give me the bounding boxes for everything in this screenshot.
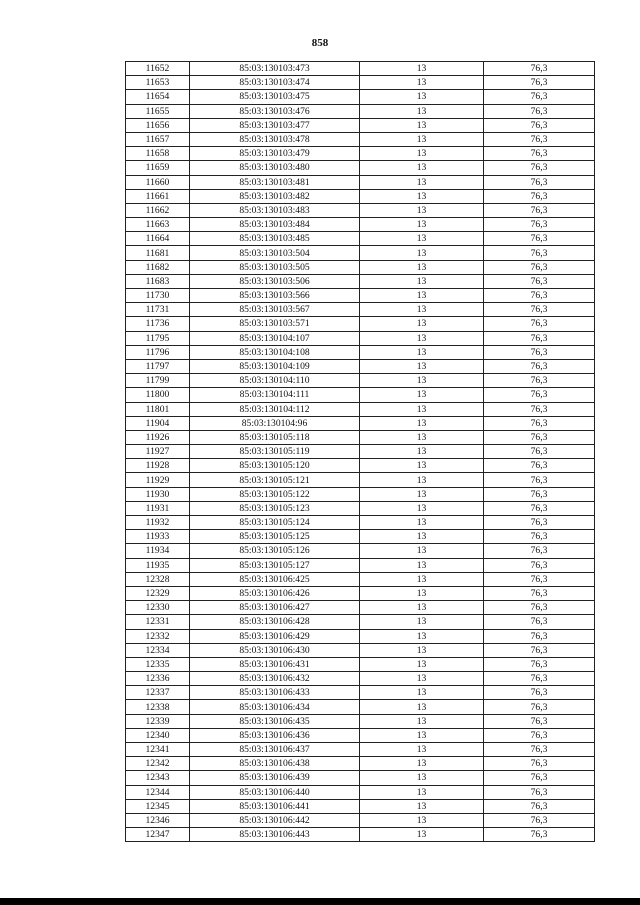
table-row [126, 714, 595, 728]
cadastral-number-cell: 85:03:130103:567 [190, 303, 360, 317]
table-row [126, 558, 595, 572]
count-cell: 13 [360, 147, 484, 161]
count-cell: 13 [360, 487, 484, 501]
cadastral-number-cell: 85:03:130104:111 [190, 388, 360, 402]
area-cell: 76,3 [484, 232, 595, 246]
row-number-cell: 11904 [126, 416, 190, 430]
cadastral-number-cell: 85:03:130106:434 [190, 700, 360, 714]
row-number-cell: 12337 [126, 686, 190, 700]
area-cell: 76,3 [484, 714, 595, 728]
row-number-cell: 11930 [126, 487, 190, 501]
area-cell: 76,3 [484, 558, 595, 572]
count-cell: 13 [360, 218, 484, 232]
cadastral-number-cell: 85:03:130104:109 [190, 359, 360, 373]
cadastral-number-cell: 85:03:130105:123 [190, 501, 360, 515]
cadastral-number-cell: 85:03:130103:476 [190, 104, 360, 118]
row-number-cell: 11652 [126, 62, 190, 76]
row-number-cell: 11928 [126, 459, 190, 473]
row-number-cell: 12336 [126, 672, 190, 686]
count-cell: 13 [360, 430, 484, 444]
row-number-cell: 12347 [126, 828, 190, 842]
table-row [126, 303, 595, 317]
table-row [126, 331, 595, 345]
table-row [126, 62, 595, 76]
cadastral-number-cell: 85:03:130106:433 [190, 686, 360, 700]
row-number-cell: 11935 [126, 558, 190, 572]
count-cell: 13 [360, 317, 484, 331]
cadastral-number-cell: 85:03:130106:426 [190, 586, 360, 600]
table-row [126, 175, 595, 189]
row-number-cell: 11932 [126, 516, 190, 530]
row-number-cell: 11662 [126, 203, 190, 217]
table-row [126, 218, 595, 232]
row-number-cell: 11797 [126, 359, 190, 373]
count-cell: 13 [360, 76, 484, 90]
count-cell: 13 [360, 104, 484, 118]
count-cell: 13 [360, 771, 484, 785]
row-number-cell: 11929 [126, 473, 190, 487]
cadastral-number-cell: 85:03:130105:127 [190, 558, 360, 572]
row-number-cell: 12329 [126, 586, 190, 600]
cadastral-number-cell: 85:03:130106:441 [190, 799, 360, 813]
cadastral-number-cell: 85:03:130106:427 [190, 601, 360, 615]
count-cell: 13 [360, 516, 484, 530]
area-cell: 76,3 [484, 799, 595, 813]
area-cell: 76,3 [484, 813, 595, 827]
area-cell: 76,3 [484, 104, 595, 118]
cadastral-number-cell: 85:03:130103:482 [190, 189, 360, 203]
area-cell: 76,3 [484, 700, 595, 714]
cadastral-number-cell: 85:03:130106:440 [190, 785, 360, 799]
area-cell: 76,3 [484, 260, 595, 274]
table-row [126, 586, 595, 600]
area-cell: 76,3 [484, 501, 595, 515]
table-row [126, 487, 595, 501]
area-cell: 76,3 [484, 657, 595, 671]
table-row [126, 643, 595, 657]
row-number-cell: 12346 [126, 813, 190, 827]
cadastral-number-cell: 85:03:130106:436 [190, 728, 360, 742]
table-row [126, 544, 595, 558]
cadastral-number-cell: 85:03:130103:479 [190, 147, 360, 161]
area-cell: 76,3 [484, 672, 595, 686]
cadastral-number-cell: 85:03:130106:443 [190, 828, 360, 842]
cadastral-number-cell: 85:03:130106:439 [190, 771, 360, 785]
area-cell: 76,3 [484, 530, 595, 544]
table-row [126, 828, 595, 842]
area-cell: 76,3 [484, 317, 595, 331]
row-number-cell: 12341 [126, 743, 190, 757]
cadastral-number-cell: 85:03:130106:430 [190, 643, 360, 657]
cadastral-number-cell: 85:03:130105:119 [190, 445, 360, 459]
area-cell: 76,3 [484, 359, 595, 373]
area-cell: 76,3 [484, 161, 595, 175]
table-row [126, 317, 595, 331]
table-row [126, 445, 595, 459]
table-row [126, 232, 595, 246]
area-cell: 76,3 [484, 586, 595, 600]
count-cell: 13 [360, 586, 484, 600]
area-cell: 76,3 [484, 757, 595, 771]
table-row [126, 246, 595, 260]
registry-table [125, 61, 595, 842]
count-cell: 13 [360, 530, 484, 544]
cadastral-number-cell: 85:03:130106:437 [190, 743, 360, 757]
count-cell: 13 [360, 260, 484, 274]
row-number-cell: 11663 [126, 218, 190, 232]
count-cell: 13 [360, 132, 484, 146]
count-cell: 13 [360, 714, 484, 728]
area-cell: 76,3 [484, 459, 595, 473]
count-cell: 13 [360, 402, 484, 416]
table-row [126, 700, 595, 714]
count-cell: 13 [360, 601, 484, 615]
area-cell: 76,3 [484, 147, 595, 161]
area-cell: 76,3 [484, 331, 595, 345]
table-row [126, 260, 595, 274]
table-row [126, 473, 595, 487]
table-row [126, 501, 595, 515]
count-cell: 13 [360, 416, 484, 430]
area-cell: 76,3 [484, 402, 595, 416]
cadastral-number-cell: 85:03:130104:107 [190, 331, 360, 345]
cadastral-number-cell: 85:03:130106:442 [190, 813, 360, 827]
row-number-cell: 11659 [126, 161, 190, 175]
cadastral-number-cell: 85:03:130106:438 [190, 757, 360, 771]
count-cell: 13 [360, 629, 484, 643]
cadastral-number-cell: 85:03:130104:110 [190, 374, 360, 388]
row-number-cell: 12344 [126, 785, 190, 799]
row-number-cell: 12340 [126, 728, 190, 742]
cadastral-number-cell: 85:03:130106:435 [190, 714, 360, 728]
area-cell: 76,3 [484, 62, 595, 76]
table-row [126, 76, 595, 90]
table-row [126, 189, 595, 203]
area-cell: 76,3 [484, 572, 595, 586]
area-cell: 76,3 [484, 76, 595, 90]
count-cell: 13 [360, 799, 484, 813]
count-cell: 13 [360, 743, 484, 757]
area-cell: 76,3 [484, 743, 595, 757]
row-number-cell: 11682 [126, 260, 190, 274]
count-cell: 13 [360, 345, 484, 359]
row-number-cell: 11661 [126, 189, 190, 203]
cadastral-number-cell: 85:03:130103:483 [190, 203, 360, 217]
table-row [126, 345, 595, 359]
area-cell: 76,3 [484, 118, 595, 132]
count-cell: 13 [360, 657, 484, 671]
cadastral-number-cell: 85:03:130103:481 [190, 175, 360, 189]
count-cell: 13 [360, 118, 484, 132]
row-number-cell: 11681 [126, 246, 190, 260]
table-row [126, 359, 595, 373]
count-cell: 13 [360, 90, 484, 104]
table-row [126, 530, 595, 544]
row-number-cell: 12343 [126, 771, 190, 785]
count-cell: 13 [360, 686, 484, 700]
count-cell: 13 [360, 331, 484, 345]
area-cell: 76,3 [484, 132, 595, 146]
table-row [126, 672, 595, 686]
area-cell: 76,3 [484, 289, 595, 303]
cadastral-number-cell: 85:03:130105:122 [190, 487, 360, 501]
table-row [126, 132, 595, 146]
cadastral-number-cell: 85:03:130103:566 [190, 289, 360, 303]
cadastral-number-cell: 85:03:130103:473 [190, 62, 360, 76]
row-number-cell: 11931 [126, 501, 190, 515]
row-number-cell: 11795 [126, 331, 190, 345]
row-number-cell: 12345 [126, 799, 190, 813]
cadastral-number-cell: 85:03:130106:431 [190, 657, 360, 671]
table-row [126, 388, 595, 402]
cadastral-number-cell: 85:03:130105:118 [190, 430, 360, 444]
count-cell: 13 [360, 813, 484, 827]
cadastral-number-cell: 85:03:130105:124 [190, 516, 360, 530]
count-cell: 13 [360, 246, 484, 260]
cadastral-number-cell: 85:03:130103:480 [190, 161, 360, 175]
count-cell: 13 [360, 203, 484, 217]
count-cell: 13 [360, 62, 484, 76]
row-number-cell: 11660 [126, 175, 190, 189]
table-row [126, 657, 595, 671]
cadastral-number-cell: 85:03:130103:571 [190, 317, 360, 331]
cadastral-number-cell: 85:03:130103:477 [190, 118, 360, 132]
count-cell: 13 [360, 700, 484, 714]
table-row [126, 203, 595, 217]
cadastral-number-cell: 85:03:130105:126 [190, 544, 360, 558]
count-cell: 13 [360, 473, 484, 487]
cadastral-number-cell: 85:03:130103:478 [190, 132, 360, 146]
table-row [126, 416, 595, 430]
row-number-cell: 11653 [126, 76, 190, 90]
area-cell: 76,3 [484, 274, 595, 288]
area-cell: 76,3 [484, 728, 595, 742]
cadastral-number-cell: 85:03:130104:112 [190, 402, 360, 416]
area-cell: 76,3 [484, 445, 595, 459]
table-row [126, 728, 595, 742]
area-cell: 76,3 [484, 629, 595, 643]
row-number-cell: 12334 [126, 643, 190, 657]
row-number-cell: 11683 [126, 274, 190, 288]
cadastral-number-cell: 85:03:130103:474 [190, 76, 360, 90]
count-cell: 13 [360, 558, 484, 572]
area-cell: 76,3 [484, 473, 595, 487]
count-cell: 13 [360, 728, 484, 742]
registry-table-body [126, 62, 595, 842]
count-cell: 13 [360, 374, 484, 388]
row-number-cell: 11656 [126, 118, 190, 132]
count-cell: 13 [360, 672, 484, 686]
count-cell: 13 [360, 757, 484, 771]
cadastral-number-cell: 85:03:130105:120 [190, 459, 360, 473]
cadastral-number-cell: 85:03:130106:429 [190, 629, 360, 643]
area-cell: 76,3 [484, 175, 595, 189]
count-cell: 13 [360, 615, 484, 629]
count-cell: 13 [360, 388, 484, 402]
row-number-cell: 11934 [126, 544, 190, 558]
table-row [126, 629, 595, 643]
row-number-cell: 11933 [126, 530, 190, 544]
table-row [126, 274, 595, 288]
row-number-cell: 11731 [126, 303, 190, 317]
cadastral-number-cell: 85:03:130103:504 [190, 246, 360, 260]
area-cell: 76,3 [484, 516, 595, 530]
area-cell: 76,3 [484, 203, 595, 217]
area-cell: 76,3 [484, 544, 595, 558]
cadastral-number-cell: 85:03:130105:121 [190, 473, 360, 487]
table-row [126, 430, 595, 444]
count-cell: 13 [360, 274, 484, 288]
row-number-cell: 11800 [126, 388, 190, 402]
count-cell: 13 [360, 359, 484, 373]
table-row [126, 90, 595, 104]
cadastral-number-cell: 85:03:130104:96 [190, 416, 360, 430]
row-number-cell: 11736 [126, 317, 190, 331]
cadastral-number-cell: 85:03:130104:108 [190, 345, 360, 359]
row-number-cell: 11655 [126, 104, 190, 118]
area-cell: 76,3 [484, 345, 595, 359]
row-number-cell: 11654 [126, 90, 190, 104]
cadastral-number-cell: 85:03:130106:425 [190, 572, 360, 586]
row-number-cell: 11926 [126, 430, 190, 444]
table-row [126, 757, 595, 771]
count-cell: 13 [360, 572, 484, 586]
area-cell: 76,3 [484, 374, 595, 388]
row-number-cell: 11801 [126, 402, 190, 416]
row-number-cell: 12342 [126, 757, 190, 771]
table-row [126, 686, 595, 700]
area-cell: 76,3 [484, 218, 595, 232]
scan-bottom-edge [0, 898, 640, 905]
count-cell: 13 [360, 785, 484, 799]
table-row [126, 374, 595, 388]
table-row [126, 516, 595, 530]
area-cell: 76,3 [484, 303, 595, 317]
area-cell: 76,3 [484, 430, 595, 444]
cadastral-number-cell: 85:03:130106:432 [190, 672, 360, 686]
table-row [126, 799, 595, 813]
count-cell: 13 [360, 289, 484, 303]
area-cell: 76,3 [484, 643, 595, 657]
area-cell: 76,3 [484, 388, 595, 402]
count-cell: 13 [360, 175, 484, 189]
table-row [126, 118, 595, 132]
area-cell: 76,3 [484, 189, 595, 203]
row-number-cell: 11927 [126, 445, 190, 459]
count-cell: 13 [360, 544, 484, 558]
cadastral-number-cell: 85:03:130106:428 [190, 615, 360, 629]
row-number-cell: 11799 [126, 374, 190, 388]
table-row [126, 785, 595, 799]
count-cell: 13 [360, 303, 484, 317]
table-row [126, 743, 595, 757]
row-number-cell: 12328 [126, 572, 190, 586]
area-cell: 76,3 [484, 686, 595, 700]
area-cell: 76,3 [484, 90, 595, 104]
row-number-cell: 12332 [126, 629, 190, 643]
row-number-cell: 12330 [126, 601, 190, 615]
table-row [126, 459, 595, 473]
row-number-cell: 11664 [126, 232, 190, 246]
count-cell: 13 [360, 161, 484, 175]
area-cell: 76,3 [484, 246, 595, 260]
cadastral-number-cell: 85:03:130103:506 [190, 274, 360, 288]
row-number-cell: 12338 [126, 700, 190, 714]
area-cell: 76,3 [484, 785, 595, 799]
area-cell: 76,3 [484, 828, 595, 842]
area-cell: 76,3 [484, 615, 595, 629]
area-cell: 76,3 [484, 601, 595, 615]
table-row [126, 104, 595, 118]
cadastral-number-cell: 85:03:130103:505 [190, 260, 360, 274]
cadastral-number-cell: 85:03:130103:484 [190, 218, 360, 232]
row-number-cell: 11730 [126, 289, 190, 303]
row-number-cell: 11657 [126, 132, 190, 146]
table-row [126, 771, 595, 785]
cadastral-number-cell: 85:03:130105:125 [190, 530, 360, 544]
table-row [126, 615, 595, 629]
count-cell: 13 [360, 501, 484, 515]
area-cell: 76,3 [484, 771, 595, 785]
count-cell: 13 [360, 189, 484, 203]
area-cell: 76,3 [484, 487, 595, 501]
cadastral-number-cell: 85:03:130103:475 [190, 90, 360, 104]
row-number-cell: 11658 [126, 147, 190, 161]
row-number-cell: 11796 [126, 345, 190, 359]
table-row [126, 572, 595, 586]
table-row [126, 813, 595, 827]
table-row [126, 289, 595, 303]
count-cell: 13 [360, 445, 484, 459]
count-cell: 13 [360, 828, 484, 842]
table-row [126, 147, 595, 161]
row-number-cell: 12339 [126, 714, 190, 728]
table-row [126, 601, 595, 615]
cadastral-number-cell: 85:03:130103:485 [190, 232, 360, 246]
table-row [126, 161, 595, 175]
page-number: 858 [311, 37, 329, 49]
row-number-cell: 12335 [126, 657, 190, 671]
count-cell: 13 [360, 459, 484, 473]
count-cell: 13 [360, 643, 484, 657]
table-row [126, 402, 595, 416]
row-number-cell: 12331 [126, 615, 190, 629]
count-cell: 13 [360, 232, 484, 246]
area-cell: 76,3 [484, 416, 595, 430]
